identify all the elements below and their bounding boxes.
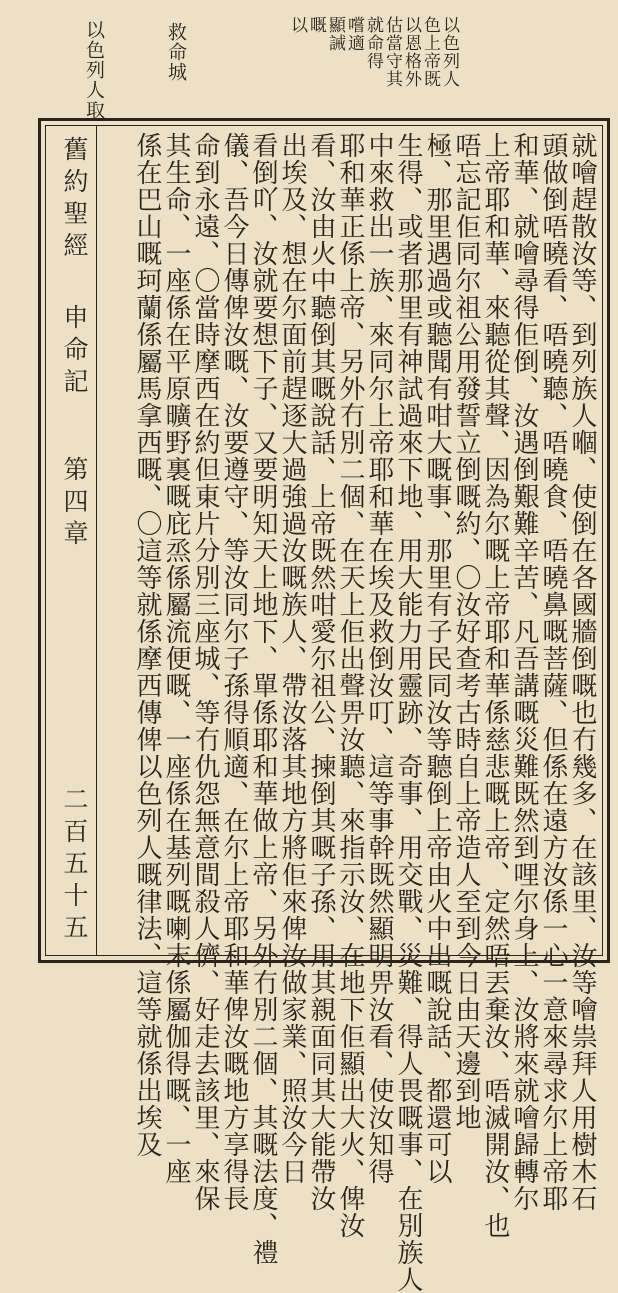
book-section: 申命記 (60, 304, 89, 400)
text-line: 看倒吖、汝就要想下子、又要明知天上地下、單係耶和華做上帝、另外冇別二個、其嘅法度、禮 (248, 132, 278, 1266)
text-line: 命到永遠、〇當時摩西在約但東片分別三座城、等冇仇怨無意間殺人儕、好走去該里、來保 (190, 132, 220, 1212)
text-line: 看、汝由火中聽倒其嘅說話、上帝既然咁愛尔祖公、揀倒其嘅子孫、用其親面同其大能帶汝 (306, 132, 336, 1212)
text-line: 中來救出一族、來同尔上帝耶和華在埃及救倒汝叮、這等事幹既然顯明畀汝看、使汝知得 (364, 132, 394, 1185)
margin-note-israel-took: 以色列人取 (83, 20, 105, 120)
text-line: 就噲趕散汝等、到列族人嗰、使倒在各國牆倒嘅也冇幾多、在該里、汝等噲祟拜人用樹木石 (567, 132, 597, 1212)
text-line: 和華、就噲尋得佢倒、汝遇倒艱難辛苦、凡吾講嘅災難既然到哩尔身上、汝將來就噲歸轉尔 (509, 132, 539, 1212)
text-line: 係在巴山嘅珂蘭係屬馬拿西嘅、〇這等就係摩西傳俾以色列人嘅律法、這等就係出埃及 (132, 132, 162, 1158)
text-line: 出埃及、想在尔面前趕逐大過強過汝嘅族人、帶汝落其地方將佢來俾汝做家業、照汝今日 (277, 132, 307, 1185)
text-line: 極、那里遇過或聽聞有咁大嘅事、那里有子民同汝等聽倒上帝由火中出嘅說話、都還可以 (422, 132, 452, 1185)
text-line: 唔忘記佢同尔祖公用發誓立倒嘅約、〇汝好查考古時自上帝造人至到今日由天邊到地 (451, 132, 481, 1131)
margin-note-commandments: 以色列人 色上帝既 以恩格外 估當守其 就命得 嚐適 顯誡 嘅 以 (287, 16, 459, 88)
running-head (46, 126, 97, 955)
text-line: 上帝耶和華、來聽從其聲、因為尔嘅上帝耶和華係慈悲嘅上帝、定然唔丟棄汝、唔滅開汝、也 (480, 132, 510, 1239)
text-line: 其生命、一座係在平原曠野裏嘅庇烝係屬流便嘅、一座係在基列嘅喇末係屬伽得嘅、一座 (161, 132, 191, 1185)
text-line: 頭做倒唔曉看、唔曉聽、唔曉食、唔曉鼻嘅菩薩、但係在遠方汝係一心一意來尋求尔上帝耶 (538, 132, 568, 1212)
text-frame-inner (45, 125, 603, 1293)
margin-note-refuge-cities: 救命城 (165, 22, 187, 82)
text-line: 生得、或者那里有神試過來下地、用大能力用靈跡、奇事、用交戰、災難、得人畏嘅事、在別族人 (393, 132, 423, 1293)
text-frame (38, 118, 610, 1293)
text-line: 儀、吾今日傳俾汝嘅、汝要遵守、等汝同尔子孫得順適、在尔上帝耶和華俾汝嘅地方享得長 (219, 132, 249, 1212)
page-number: 二百五十五 (60, 786, 89, 946)
chapter-label: 第四章 (60, 456, 89, 552)
text-line: 耶和華正係上帝、另外冇別二個、在天上佢出聲畀汝聽、來指示汝、在地下佢顯出大火、俾汝 (335, 132, 365, 1239)
scripture-text (104, 132, 597, 1293)
book-title: 舊約聖經 (60, 136, 89, 264)
